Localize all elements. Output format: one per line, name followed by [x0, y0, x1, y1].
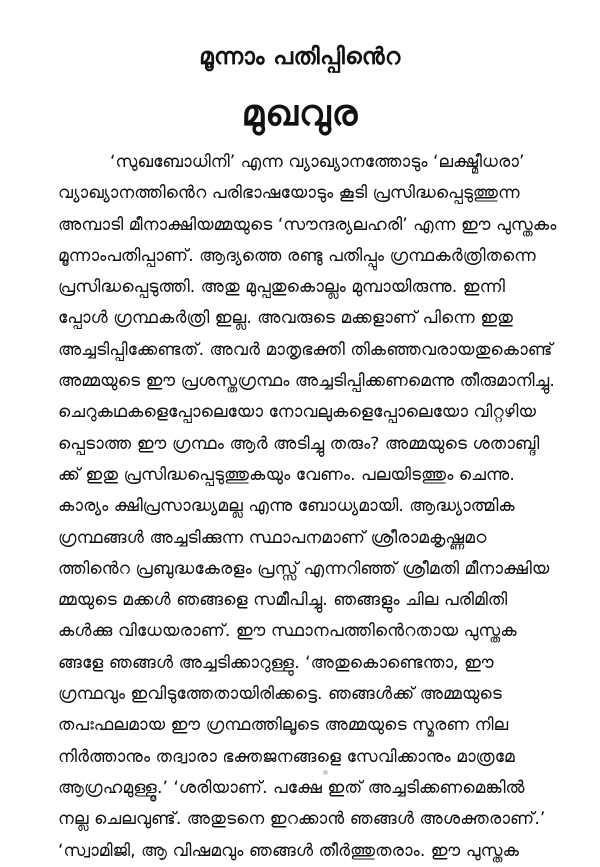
text-line: മൂന്നാംപതിപ്പാണ്. ആദ്യത്തെ രണ്ടു പതിപ്പും ഗ്രന്ഥകർത്രിതന്നെ [58, 245, 536, 266]
text-line: പ്രസിദ്ധപ്പെടുത്തി. അതു മുപ്പതുകൊല്ലം മുമ്പായിരുന്നു. ഇന്നി [58, 277, 505, 298]
text-line: നിർത്താനും തദ്വാരാ ഭക്തജനങ്ങളെ സേവിക്കാനും മാത്രമേ [58, 746, 515, 767]
text-line: വ്യാഖ്യാനത്തിൻെറ പരിഭാഷയോടും കൂടി പ്രസിദ്ധപ്പെടുത്തുന്ന [58, 183, 520, 204]
text-line: പ്പെടാത്ത ഈ ഗ്രന്ഥം ആർ അടിച്ചു തരും? അമ്മയുടെ ശതാബ്ദി [58, 433, 540, 454]
preface-body [58, 147, 588, 867]
text-line: ഗ്രന്ഥങ്ങൾ അച്ചടിക്കുന്ന സ്ഥാപനമാണ് ശ്രീരാമകൃഷ്ണമഠ [58, 527, 487, 548]
text-line: ങ്ങളേ ഞങ്ങൾ അച്ചടിക്കാറുള്ളു. ‘അതുകൊണ്ടെന്താ, ഈ [58, 652, 494, 673]
text-line: ആഗ്രഹമുള്ളൂ.’ ‘ശരിയാണ്. പക്ഷേ ഇത് അച്ചടിക്കണമെങ്കിൽ [58, 777, 525, 798]
text-line: ത്തിൻെറ പ്രബുദ്ധകേരളം പ്രസ്സ് എന്നറിഞ്ഞ് ശ്രീമതി മീനാക്ഷിയ [58, 558, 550, 579]
text-line: അച്ചടിപ്പിക്കേണ്ടത്. അവർ മാതൃഭക്തി തികഞ്ഞവരായതുകൊണ്ട് [58, 339, 553, 360]
page-mark [323, 770, 328, 775]
page-title: മുഖവുര [241, 93, 359, 134]
text-line: കാര്യം ക്ഷിപ്രസാദ്ധ്യമല്ല എന്നു ബോധ്യമായി. ആദ്ധ്യാത്മിക [58, 496, 515, 517]
text-line: മ്മയുടെ മക്കൾ ഞങ്ങളെ സമീപിച്ചു. ഞങ്ങളും ചില പരിമിതി [58, 590, 508, 611]
text-line: തപഃഫലമായ ഈ ഗ്രന്ഥത്തിലൂടെ അമ്മയുടെ സ്മരണ നില [58, 715, 509, 736]
text-line: ക്ക് ഇതു പ്രസിദ്ധപ്പെടുത്തുകയും വേണം. പലയിടത്തും ചെന്നു. [58, 464, 515, 485]
text-line: ‘സുഖബോധിനി’ എന്ന വ്യാഖ്യാനത്തോടും ‘ലക്ഷ്മീധരാ’ [110, 152, 525, 172]
text-line: അമ്മയുടെ ഈ പ്രശസ്തഗ്രന്ഥം അച്ചടിപ്പിക്കണമെന്നു തീരുമാനിച്ചു. [58, 371, 555, 392]
text-line: ‘സ്വാമിജി, ആ വിഷമവും ഞങ്ങൾ തീർത്തുതരാം. ഈ പുസ്തക [58, 840, 520, 861]
text-line: കൾക്കു വിധേയരാണ്. ഈ സ്ഥാനപത്തിൻെറതായ പുസ്തക [58, 621, 517, 642]
text-line: പ്പോൾ ഗ്രന്ഥകർത്രി ഇല്ല. അവരുടെ മക്കളാണ് പിന്നെ ഇതു [58, 308, 514, 329]
edition-heading: മൂന്നാം പതിപ്പിൻെറ [199, 44, 401, 70]
text-line: അമ്പാടി മീനാക്ഷിയമ്മയുടെ ‘സൗന്ദര്യലഹരി’ എന്ന ഈ പുസ്തകം [58, 214, 557, 235]
text-line: നല്ല ചെലവുണ്ട്. അതുടനെ ഇറക്കാൻ ഞങ്ങൾ അശക്തരാണ്.’ [58, 809, 546, 830]
text-line: ഗ്രന്ഥവും ഇവിടുത്തേതായിരിക്കട്ടെ. ഞങ്ങൾക്ക് അമ്മയുടെ [58, 684, 502, 705]
text-line: ചെറുകഥകളെപ്പോലെയോ നോവലുകളെപ്പോലെയോ വിറ്റഴിയ [58, 402, 537, 423]
